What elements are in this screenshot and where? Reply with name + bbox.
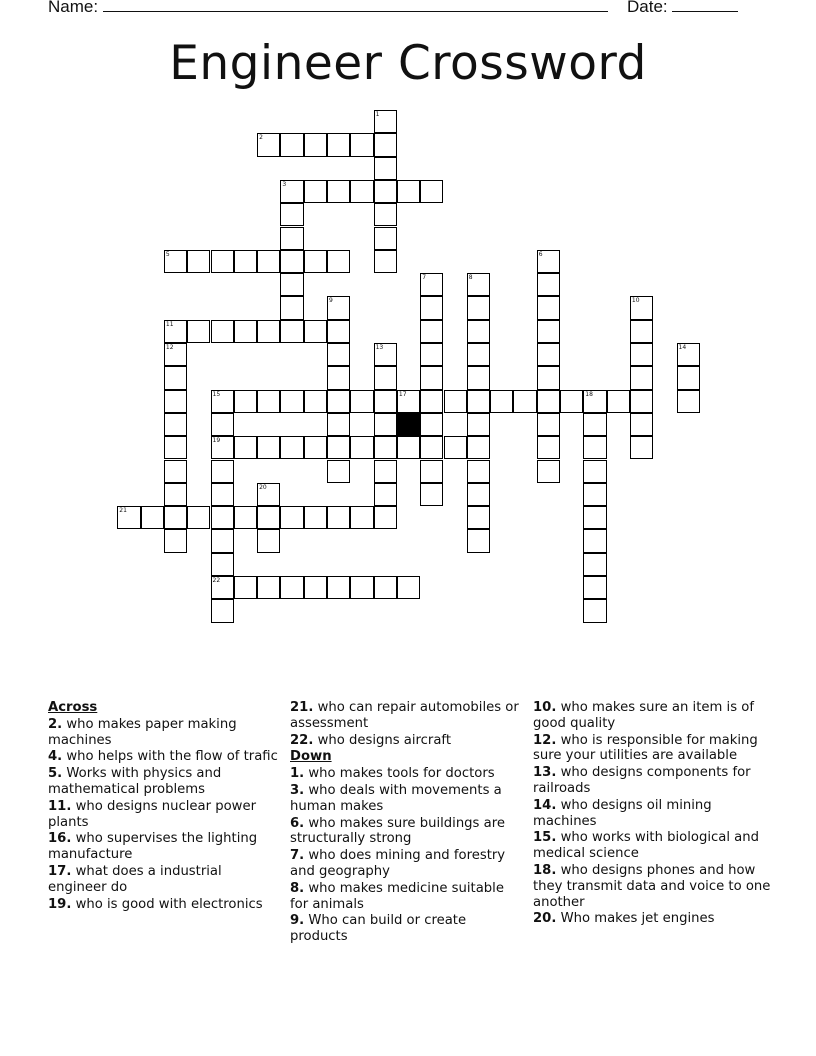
grid-cell[interactable] — [211, 390, 234, 413]
clue-number-label: 7 — [422, 274, 427, 282]
clue-number: 19. — [48, 896, 72, 912]
grid-cell[interactable] — [211, 483, 234, 506]
grid-cell[interactable] — [257, 483, 280, 506]
clue-text: who makes sure buildings are structurally strong — [290, 815, 505, 847]
grid-cell[interactable] — [374, 390, 397, 413]
grid-cell[interactable] — [164, 506, 187, 529]
clue-number: 7. — [290, 848, 305, 864]
clue-text: who helps with the flow of trafic — [66, 749, 278, 765]
clue-text: who designs oil mining machines — [533, 797, 712, 829]
clue-text: who deals with movements a human makes — [290, 782, 502, 814]
grid-cell[interactable] — [374, 460, 397, 483]
grid-cell[interactable] — [257, 529, 280, 552]
clue-text: who designs phones and how they transmit data and voice to one another — [533, 862, 771, 910]
grid-cell[interactable] — [164, 366, 187, 389]
grid-cell[interactable] — [234, 320, 257, 343]
grid-cell[interactable] — [164, 529, 187, 552]
grid-cell[interactable] — [280, 576, 303, 599]
grid-cell[interactable] — [420, 343, 443, 366]
grid-cell[interactable] — [211, 460, 234, 483]
clue-number-label: 9 — [329, 297, 333, 305]
grid-cell[interactable] — [374, 366, 397, 389]
grid-cell[interactable] — [327, 576, 350, 599]
grid-cell[interactable] — [257, 133, 280, 156]
clue-text: what does a industrial engineer do — [48, 863, 222, 895]
down-heading: Down — [290, 749, 332, 765]
clue-text: who does mining and forestry and geography — [290, 848, 506, 879]
grid-cell[interactable] — [537, 460, 560, 483]
page-title: Engineer Crossword — [169, 36, 647, 91]
grid-cell[interactable] — [420, 390, 443, 413]
across-heading: Across — [48, 700, 98, 715]
clue-text: who is responsible for making sure your utilities are available — [533, 732, 758, 764]
grid-cell[interactable] — [280, 506, 303, 529]
clue-text: who designs aircraft — [317, 732, 452, 748]
clue-number: 16. — [48, 831, 72, 847]
grid-cell[interactable] — [420, 483, 443, 506]
grid-cell[interactable] — [327, 180, 350, 203]
grid-cell[interactable] — [280, 273, 303, 296]
grid-cell[interactable] — [374, 133, 397, 156]
grid-cell[interactable] — [257, 506, 280, 529]
clue-text: who makes sure an item is of good quality — [533, 700, 754, 731]
grid-cell[interactable] — [583, 553, 606, 576]
grid-cell[interactable] — [374, 180, 397, 203]
grid-cell[interactable] — [280, 320, 303, 343]
grid-cell[interactable] — [677, 390, 700, 413]
clue-number-label: 8 — [468, 274, 473, 282]
grid-cell[interactable] — [630, 366, 653, 389]
grid-cell[interactable] — [583, 599, 606, 622]
grid-cell[interactable] — [374, 250, 397, 273]
clue-number-label: 10 — [631, 297, 640, 305]
grid-cell[interactable] — [630, 296, 653, 319]
clue-column-2 — [290, 700, 522, 946]
grid-cell[interactable] — [467, 436, 490, 459]
grid-cell[interactable] — [327, 436, 350, 459]
grid-cell[interactable] — [677, 343, 700, 366]
clue-number-label: 6 — [538, 250, 543, 258]
grid-cell[interactable] — [211, 553, 234, 576]
clue-number-label: 20 — [259, 483, 267, 491]
clue-number-label: 17 — [398, 390, 407, 398]
grid-cell[interactable] — [583, 413, 606, 436]
clue-number-label: 12 — [165, 344, 174, 351]
grid-cell[interactable] — [280, 227, 303, 250]
grid-cell[interactable] — [211, 576, 234, 599]
down-clue — [533, 863, 773, 910]
clue-number-label: 11 — [165, 320, 174, 328]
clue-number-label: 21 — [119, 507, 127, 515]
clue-number: 5. — [48, 766, 63, 782]
name-label: Name: — [48, 0, 99, 16]
name-field — [48, 0, 608, 17]
grid-cell[interactable] — [583, 529, 606, 552]
grid-cell[interactable] — [327, 390, 350, 413]
grid-cell[interactable] — [397, 576, 420, 599]
clue-number-label: 5 — [165, 250, 170, 258]
grid-cell[interactable] — [304, 576, 327, 599]
grid-cell[interactable] — [420, 436, 443, 459]
clue-number-label: 2 — [259, 134, 263, 142]
grid-cell[interactable] — [537, 436, 560, 459]
grid-cell[interactable] — [350, 506, 373, 529]
grid-cell[interactable] — [374, 506, 397, 529]
clue-text: who makes medicine suitable for animals — [290, 880, 504, 912]
down-clue — [533, 830, 773, 862]
grid-cell[interactable] — [630, 343, 653, 366]
grid-cell[interactable] — [607, 390, 630, 413]
clue-number-label: 3 — [282, 180, 287, 188]
grid-cell[interactable] — [304, 133, 327, 156]
grid-cell[interactable] — [327, 343, 350, 366]
grid-cell[interactable] — [537, 296, 560, 319]
grid-cell[interactable] — [537, 413, 560, 436]
grid-cell[interactable] — [211, 599, 234, 622]
grid-cell[interactable] — [211, 320, 234, 343]
clue-text: Who makes jet engines — [560, 911, 715, 927]
clue-text: who designs nuclear power plants — [48, 798, 256, 830]
date-label: Date: — [627, 0, 668, 16]
down-clue — [290, 881, 522, 913]
grid-cell[interactable] — [280, 250, 303, 273]
grid-cell[interactable] — [374, 110, 397, 133]
grid-cell[interactable] — [350, 133, 373, 156]
clue-text: who supervises the lighting manufacture — [48, 831, 258, 863]
grid-cell[interactable] — [280, 180, 303, 203]
clue-number: 12. — [533, 732, 557, 748]
down-clue — [533, 765, 773, 797]
grid-cell[interactable] — [164, 390, 187, 413]
grid-cell[interactable] — [583, 436, 606, 459]
grid-cell[interactable] — [141, 506, 164, 529]
grid-cell[interactable] — [560, 390, 583, 413]
clue-number: 17. — [48, 863, 72, 879]
grid-cell[interactable] — [374, 413, 397, 436]
grid-cell[interactable] — [211, 250, 234, 273]
clue-text: who makes tools for doctors — [308, 766, 495, 782]
grid-cell[interactable] — [467, 483, 490, 506]
clue-number: 9. — [290, 913, 305, 929]
blocked-cell — [397, 413, 420, 436]
grid-cell[interactable] — [164, 250, 187, 273]
clue-number: 14. — [533, 797, 557, 813]
grid-cell[interactable] — [374, 203, 397, 226]
clue-number: 15. — [533, 830, 557, 846]
grid-cell[interactable] — [350, 576, 373, 599]
grid-cell[interactable] — [304, 250, 327, 273]
grid-cell[interactable] — [467, 413, 490, 436]
clue-number: 18. — [533, 862, 557, 878]
grid-cell[interactable] — [257, 576, 280, 599]
clue-text: who can repair automobiles or assessment — [290, 700, 519, 731]
grid-cell[interactable] — [187, 320, 210, 343]
grid-cell[interactable] — [327, 250, 350, 273]
grid-cell[interactable] — [211, 436, 234, 459]
across-clue — [290, 700, 522, 732]
grid-cell[interactable] — [234, 250, 257, 273]
grid-cell[interactable] — [467, 460, 490, 483]
grid-cell[interactable] — [537, 366, 560, 389]
grid-cell[interactable] — [374, 436, 397, 459]
grid-cell[interactable] — [583, 506, 606, 529]
grid-cell[interactable] — [583, 576, 606, 599]
grid-cell[interactable] — [420, 413, 443, 436]
grid-cell[interactable] — [304, 320, 327, 343]
down-clue — [533, 700, 773, 732]
grid-cell[interactable] — [187, 250, 210, 273]
grid-cell[interactable] — [583, 460, 606, 483]
across-clue — [48, 831, 280, 863]
grid-cell[interactable] — [677, 366, 700, 389]
clue-number: 11. — [48, 798, 72, 814]
grid-cell[interactable] — [187, 506, 210, 529]
clue-number: 2. — [48, 716, 63, 732]
clue-number: 6. — [290, 815, 305, 831]
clue-text: who makes paper making machines — [48, 716, 237, 748]
across-clue — [48, 897, 280, 913]
grid-cell[interactable] — [211, 413, 234, 436]
grid-cell[interactable] — [257, 320, 280, 343]
grid-cell[interactable] — [537, 320, 560, 343]
grid-cell[interactable] — [117, 506, 140, 529]
grid-cell[interactable] — [630, 413, 653, 436]
grid-cell[interactable] — [537, 250, 560, 273]
grid-cell[interactable] — [327, 413, 350, 436]
grid-cell[interactable] — [467, 273, 490, 296]
clue-text: Works with physics and mathematical problems — [48, 766, 222, 797]
clue-number-label: 22 — [212, 577, 221, 584]
grid-cell[interactable] — [164, 320, 187, 343]
grid-cell[interactable] — [327, 460, 350, 483]
clue-number: 4. — [48, 749, 63, 765]
grid-cell[interactable] — [280, 436, 303, 459]
across-clue — [48, 864, 280, 896]
grid-cell[interactable] — [327, 506, 350, 529]
grid-cell[interactable] — [164, 343, 187, 366]
across-clue — [48, 799, 280, 831]
date-field — [627, 0, 738, 17]
clue-number-label: 15 — [212, 390, 221, 398]
grid-cell[interactable] — [467, 320, 490, 343]
grid-cell[interactable] — [164, 413, 187, 436]
clue-number-label: 19 — [212, 437, 221, 445]
grid-cell[interactable] — [374, 157, 397, 180]
grid-cell[interactable] — [444, 436, 467, 459]
grid-cell[interactable] — [211, 506, 234, 529]
clue-number-label: 13 — [375, 344, 384, 351]
grid-cell[interactable] — [350, 390, 373, 413]
clue-text: who is good with electronics — [75, 896, 263, 912]
grid-cell[interactable] — [164, 436, 187, 459]
grid-cell[interactable] — [164, 460, 187, 483]
clue-number: 20. — [533, 911, 557, 927]
grid-cell[interactable] — [234, 390, 257, 413]
grid-cell[interactable] — [630, 390, 653, 413]
clue-number: 1. — [290, 766, 305, 782]
clue-number: 10. — [533, 700, 557, 715]
grid-cell[interactable] — [374, 343, 397, 366]
down-clue — [290, 766, 522, 782]
grid-cell[interactable] — [537, 343, 560, 366]
grid-cell[interactable] — [420, 460, 443, 483]
clue-column-1 — [48, 700, 280, 913]
grid-cell[interactable] — [490, 390, 513, 413]
clue-text: Who can build or create products — [290, 913, 467, 945]
grid-cell[interactable] — [513, 390, 536, 413]
grid-cell[interactable] — [420, 320, 443, 343]
grid-cell[interactable] — [374, 576, 397, 599]
down-clue — [290, 816, 522, 848]
grid-cell[interactable] — [467, 366, 490, 389]
clue-number: 3. — [290, 782, 305, 798]
grid-cell[interactable] — [467, 390, 490, 413]
grid-cell[interactable] — [420, 273, 443, 296]
grid-cell[interactable] — [420, 296, 443, 319]
clue-number-label: 18 — [585, 390, 593, 398]
grid-cell[interactable] — [397, 436, 420, 459]
clue-text: who designs components for railroads — [533, 765, 751, 796]
grid-cell[interactable] — [397, 180, 420, 203]
grid-cell[interactable] — [304, 180, 327, 203]
grid-cell[interactable] — [280, 203, 303, 226]
grid-cell[interactable] — [397, 390, 420, 413]
grid-cell[interactable] — [583, 390, 606, 413]
down-clue — [533, 733, 773, 765]
grid-cell[interactable] — [327, 296, 350, 319]
grid-cell[interactable] — [327, 320, 350, 343]
down-clue — [533, 911, 773, 927]
across-clue — [48, 749, 280, 765]
down-clue — [290, 848, 522, 880]
grid-cell[interactable] — [420, 366, 443, 389]
grid-cell[interactable] — [374, 483, 397, 506]
grid-cell[interactable] — [234, 506, 257, 529]
grid-cell[interactable] — [280, 133, 303, 156]
grid-cell[interactable] — [257, 250, 280, 273]
grid-cell[interactable] — [280, 296, 303, 319]
across-clue — [290, 733, 522, 749]
grid-cell[interactable] — [630, 436, 653, 459]
clue-text: who works with biological and medical science — [533, 830, 759, 862]
grid-cell[interactable] — [420, 180, 443, 203]
name-line[interactable] — [103, 0, 608, 12]
grid-cell[interactable] — [537, 390, 560, 413]
down-clue — [290, 783, 522, 815]
grid-cell[interactable] — [537, 273, 560, 296]
date-line[interactable] — [672, 0, 738, 12]
grid-cell[interactable] — [327, 133, 350, 156]
grid-cell[interactable] — [467, 529, 490, 552]
grid-cell[interactable] — [257, 390, 280, 413]
clue-number: 8. — [290, 880, 305, 896]
grid-cell[interactable] — [211, 529, 234, 552]
grid-cell[interactable] — [583, 483, 606, 506]
grid-cell[interactable] — [630, 320, 653, 343]
grid-cell[interactable] — [467, 296, 490, 319]
grid-cell[interactable] — [467, 506, 490, 529]
grid-cell[interactable] — [280, 390, 303, 413]
clue-number: 21. — [290, 700, 314, 715]
grid-cell[interactable] — [350, 180, 373, 203]
grid-cell[interactable] — [234, 436, 257, 459]
clue-number: 13. — [533, 765, 557, 781]
clue-number-label: 14 — [678, 344, 687, 351]
grid-cell[interactable] — [327, 366, 350, 389]
grid-cell[interactable] — [257, 436, 280, 459]
clue-number: 22. — [290, 732, 314, 748]
down-clue — [290, 913, 522, 945]
grid-cell[interactable] — [350, 436, 373, 459]
grid-cell[interactable] — [304, 436, 327, 459]
grid-cell[interactable] — [374, 227, 397, 250]
grid-cell[interactable] — [304, 390, 327, 413]
clue-number-label: 1 — [375, 111, 380, 118]
across-clue — [48, 766, 280, 798]
down-clue — [533, 798, 773, 830]
grid-cell[interactable] — [234, 576, 257, 599]
across-clue — [48, 717, 280, 749]
grid-cell[interactable] — [164, 483, 187, 506]
clue-column-3 — [533, 700, 773, 928]
grid-cell[interactable] — [304, 506, 327, 529]
grid-cell[interactable] — [444, 390, 467, 413]
grid-cell[interactable] — [467, 343, 490, 366]
